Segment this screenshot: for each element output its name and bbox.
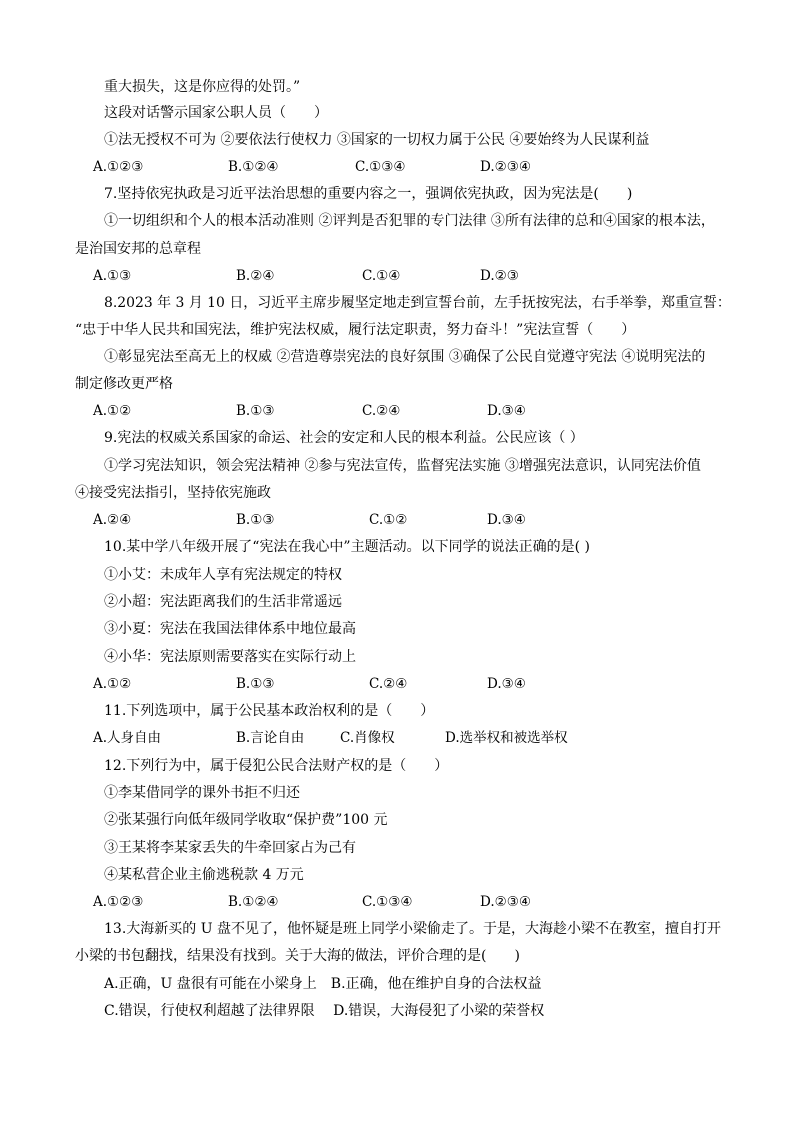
q10-statement-3: ③小夏：宪法在我国法律体系中地位最高 <box>104 621 356 637</box>
q9-option-c: C.①② <box>369 512 408 528</box>
q8-option-c: C.②④ <box>362 403 401 419</box>
q6-option-b: B.①②④ <box>228 159 279 175</box>
q8-stem: 8.2023 年 3 月 10 日，习近平主席步履坚定地走到宣誓台前，左手抚按宪法，右手举拳，郑重宣誓： <box>104 295 731 311</box>
q11-option-b: B.言论自由 <box>236 730 305 746</box>
q11-stem: 11.下列选项中，属于公民基本政治权利的是（ ） <box>104 703 435 719</box>
q8-option-b: B.①③ <box>236 403 275 419</box>
q8-statements: ①彰显宪法至高无上的权威 ②营造尊崇宪法的良好氛围 ③确保了公民自觉遵守宪法 ④说明宪法的 <box>104 349 706 365</box>
q10-option-b: B.①③ <box>236 676 275 692</box>
q12-stem: 12.下列行为中，属于侵犯公民合法财产权的是（ ） <box>104 758 449 774</box>
q7-statements: ①一切组织和个人的根本活动准则 ②评判是否犯罪的专门法律 ③所有法律的总和④国家的根本法， <box>104 213 715 229</box>
q6-statements: ①法无授权不可为 ②要依法行使权力 ③国家的一切权力属于公民 ④要始终为人民谋利益 <box>104 132 650 148</box>
q11-option-a: A.人身自由 <box>93 730 162 746</box>
q9-stem: 9.宪法的权威关系国家的命运、社会的安定和人民的根本利益。公民应该（ ） <box>104 430 584 446</box>
q10-option-a: A.①② <box>93 676 132 692</box>
q8-option-a: A.①② <box>93 403 132 419</box>
q12-option-d: D.②③④ <box>480 894 531 910</box>
q12-statement-3: ③王某将李某家丢失的牛牵回家占为己有 <box>104 840 356 856</box>
q9-option-b: B.①③ <box>236 512 275 528</box>
q6-stem: 这段对话警示国家公职人员（ ） <box>104 105 328 121</box>
q8-option-d: D.③④ <box>487 403 526 419</box>
q11-option-c: C.肖像权 <box>340 730 395 746</box>
q13-stem: 13.大海新买的 U 盘不见了，他怀疑是班上同学小梁偷走了。于是，大海趁小梁不在教室，擅自打开 <box>104 921 721 937</box>
q6-quote-end: 重大损失，这是你应得的处罚。” <box>104 79 301 95</box>
q13-options-ab: A.正确，U 盘很有可能在小梁身上 B.正确，他在维护自身的合法权益 <box>104 976 542 992</box>
q7-option-c: C.①④ <box>362 268 401 284</box>
q7-stem: 7.坚持依宪执政是习近平法治思想的重要内容之一，强调依宪执政，因为宪法是( ) <box>104 186 633 202</box>
q8-stem-cont: “忠于中华人民共和国宪法，维护宪法权威，履行法定职责，努力奋斗！”宪法宣誓（ ） <box>75 322 636 338</box>
q9-option-d: D.③④ <box>487 512 526 528</box>
q13-stem-cont: 小梁的书包翻找，结果没有找到。关于大海的做法，评价合理的是( ) <box>75 948 520 964</box>
q12-option-a: A.①②③ <box>93 894 144 910</box>
q7-option-d: D.②③ <box>480 268 519 284</box>
q9-statements: ①学习宪法知识，领会宪法精神 ②参与宪法宣传，监督宪法实施 ③增强宪法意识，认同宪法价值 <box>104 458 701 474</box>
q9-statements-cont: ④接受宪法指引，坚持依宪施政 <box>75 485 271 501</box>
q6-option-c: C.①③④ <box>355 159 406 175</box>
q11-option-d: D.选举权和被选举权 <box>445 730 568 746</box>
q7-statements-cont: 是治国安邦的总章程 <box>75 241 201 257</box>
q10-statement-2: ②小超：宪法距离我们的生活非常遥远 <box>104 594 342 610</box>
q12-statement-2: ②张某强行向低年级同学收取“保护费”100 元 <box>104 812 388 828</box>
q7-option-a: A.①③ <box>93 268 132 284</box>
q12-option-b: B.①②④ <box>228 894 279 910</box>
q12-statement-1: ①李某借同学的课外书拒不归还 <box>104 785 300 801</box>
q10-option-c: C.②④ <box>369 676 408 692</box>
q6-option-a: A.①②③ <box>93 159 144 175</box>
q7-option-b: B.②④ <box>236 268 275 284</box>
q8-statements-cont: 制定修改更严格 <box>75 376 173 392</box>
q10-statement-1: ①小艾：未成年人享有宪法规定的特权 <box>104 567 342 583</box>
q10-option-d: D.③④ <box>487 676 526 692</box>
q13-options-cd: C.错误，行使权利超越了法律界限 D.错误，大海侵犯了小梁的荣誉权 <box>104 1003 545 1019</box>
q10-stem: 10.某中学八年级开展了“宪法在我心中”主题活动。以下同学的说法正确的是( ) <box>104 539 590 555</box>
q12-statement-4: ④某私营企业主偷逃税款 4 万元 <box>104 867 304 883</box>
q12-option-c: C.①③④ <box>362 894 413 910</box>
q9-option-a: A.②④ <box>93 512 132 528</box>
q6-option-d: D.②③④ <box>480 159 531 175</box>
q10-statement-4: ④小华：宪法原则需要落实在实际行动上 <box>104 649 356 665</box>
